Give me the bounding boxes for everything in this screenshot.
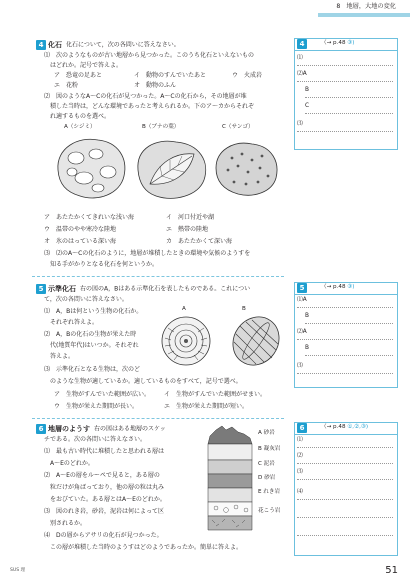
answer-box-6-number: 6: [297, 423, 307, 433]
q5-line: 答えよ。: [44, 353, 75, 360]
q4-option: イ 動物のすんでいたあと: [134, 72, 207, 79]
fossil-caption-c: C（サンゴ）: [222, 124, 254, 130]
q6-line: ⑷ Dの層からアサリの化石が見つかった。: [44, 532, 163, 539]
answer-row-blank[interactable]: [297, 525, 393, 536]
q4-choice: イ 河口付近や湖: [166, 214, 215, 221]
q5-intro: 右の図のA，Bはある示準化石を表したものである。これについ: [80, 285, 251, 293]
answer-row-blank[interactable]: [297, 507, 393, 518]
q5-option: ウ 生物が栄えた期間が長い。: [54, 403, 139, 410]
section-divider: [32, 418, 284, 419]
fossil-c-coral: [216, 143, 277, 195]
q6-line: A～Eのどれか。: [44, 460, 94, 467]
strata-sketch: [202, 424, 256, 532]
q5-line: ⑵ A，Bの化石の生物が栄えた時: [44, 331, 137, 338]
answer-box-6-head: [295, 423, 397, 435]
q4-line: 知る手がかりとなる化石を何というか。: [44, 261, 159, 268]
answer-box-5-head: [295, 283, 397, 295]
q6-line: チである。次の各問いに答えなさい。: [44, 436, 147, 443]
ref-text: （→ p.48: [321, 40, 346, 46]
answer-row[interactable]: ⑵: [297, 453, 393, 464]
section-divider: [32, 276, 284, 277]
q4-label: 化石: [48, 40, 62, 49]
q6-intro: 右の図はある地層のスケッ: [94, 425, 166, 433]
page-header: [0, 0, 410, 18]
q4-choice: エ 熱帯の陸地: [166, 226, 209, 233]
q5-fig-label-a: A: [182, 306, 186, 312]
q4-option: オ 動物のふん: [134, 82, 177, 89]
header-title: 8 地層，大地の変化: [336, 3, 396, 10]
ref-text: （→ p.48: [321, 424, 346, 430]
layer-label-a: A 砂岩: [258, 430, 275, 436]
q4-heading: [36, 40, 180, 50]
q6-label: 地層のようす: [48, 424, 90, 433]
ref-text: （→ p.48: [321, 284, 346, 290]
q6-line: をおびていた。ある層とはA～Eのどれか。: [44, 496, 166, 503]
answer-box-6-ref: [321, 424, 368, 432]
q6-heading: [36, 424, 166, 434]
q4-option: ウ 火成岩: [232, 72, 263, 79]
q5-intro-2: て，次の各問いに答えなさい。: [44, 296, 128, 303]
answer-row[interactable]: C: [305, 103, 393, 114]
fossil-caption-b: B（ブナの葉）: [142, 124, 180, 130]
q5-option: ア 生物がすんでいた範囲が広い。: [54, 391, 151, 398]
q4-option: エ 花粉: [54, 82, 79, 89]
answer-row[interactable]: ⑶: [297, 363, 393, 374]
q5-option: イ 生物がすんでいた範囲がせまい。: [164, 391, 267, 398]
answer-box-4-ref: [321, 40, 355, 48]
layer-label-c: C 泥岩: [258, 461, 275, 467]
fossil-a-shells: [58, 139, 125, 198]
layer-label-d: D 砂岩: [258, 475, 276, 481]
q4-line: はどれか。記号で答えよ。: [44, 62, 123, 69]
answer-box-4: [294, 38, 398, 150]
answer-box-5: [294, 282, 398, 388]
fossil-b-leaf: [138, 141, 206, 198]
q4-line: ⑶ ⑵のA～Cの化石のように，地層が堆積したときの環境や気候のようすを: [44, 250, 251, 257]
answer-row[interactable]: B: [305, 87, 393, 98]
ref-section: ③): [347, 40, 355, 46]
q4-number: 4: [36, 40, 46, 50]
layer-label-granite: 花こう岩: [258, 508, 281, 514]
q4-line: れ適するものを選べ。: [44, 113, 111, 120]
answer-box-6: [294, 422, 398, 556]
answer-row[interactable]: ⑵A: [297, 71, 393, 82]
q5-option: エ 生物が栄えた期間が短い。: [164, 403, 249, 410]
ref-section: ①,②,③): [347, 424, 369, 430]
q6-line: ⑶ 図のれき岩，砂岩，泥岩は何によって区: [44, 508, 165, 515]
layer-label-b: B 凝灰岩: [258, 446, 281, 452]
answer-box-4-number: 4: [297, 39, 307, 49]
q5-line: ⑴ A，Bは何という生物の化石か。: [44, 308, 143, 315]
q4-line: 積した当時は，どんな環境であったと考えられるか。下のア～カからそれぞ: [44, 103, 254, 110]
answer-box-4-head: [295, 39, 397, 51]
fossil-trilobite: [224, 314, 284, 368]
page-number: 51: [385, 564, 398, 576]
q6-line: 別されるか。: [44, 520, 87, 527]
footer-code: SUS 理: [10, 567, 26, 573]
q4-choice: ウ 温帯のやや寒冷な陸地: [44, 226, 117, 233]
answer-row[interactable]: ⑶: [297, 121, 393, 132]
q4-option: ア 恐竜の足あと: [54, 72, 103, 79]
answer-row[interactable]: ⑴A: [297, 297, 393, 308]
layer-label-e: E れき岩: [258, 489, 281, 495]
header-bar: [318, 13, 410, 17]
q5-number: 5: [36, 284, 46, 294]
q4-choice: オ 氷のはっている深い海: [44, 238, 117, 245]
answer-row[interactable]: ⑷: [297, 489, 393, 500]
q6-line: 粒だけが角ばっており，他の層の粒は丸み: [44, 484, 165, 491]
q4-choice: ア あたたかくてきれいな浅い海: [44, 214, 135, 221]
q4-intro: 化石について，次の各問いに答えなさい。: [66, 41, 180, 49]
answer-row[interactable]: ⑴: [297, 437, 393, 448]
fossil-illustrations: [52, 132, 280, 206]
q5-line: のような生物が適しているか。適しているものをすべて，記号で選べ。: [44, 378, 242, 385]
index-fossil-illustrations: [160, 314, 284, 368]
q4-choice: カ あたたかくて深い海: [166, 238, 233, 245]
fossil-caption-a: A（シジミ）: [64, 124, 96, 130]
fossil-ammonite: [162, 317, 210, 365]
q6-number: 6: [36, 424, 46, 434]
answer-row[interactable]: ⑶: [297, 469, 393, 480]
q5-line: 代(地質年代)はいつか。それぞれ: [44, 342, 139, 349]
q4-line: ⑴ 次のようなものが古い地層から見つかった。このうち化石といえないもの: [44, 52, 255, 59]
answer-row[interactable]: B: [305, 345, 393, 356]
answer-row[interactable]: ⑴: [297, 55, 393, 66]
q5-heading: [36, 284, 250, 294]
q5-line: ⑶ 示準化石となる生物は，次のど: [44, 366, 141, 373]
q6-line: ⑴ 最も古い時代に堆積したと思われる層は: [44, 448, 165, 455]
q6-line: この層が堆積した当時のようすはどのようであったか。簡単に答えよ。: [44, 544, 242, 551]
q6-line: ⑵ A～Eの層をルーペで見ると，ある層の: [44, 472, 160, 479]
q5-line: それぞれ答えよ。: [44, 319, 99, 326]
q4-line: ⑵ 図のようなA～Cの化石が見つかった。A～Cの化石から，その地層が堆: [44, 93, 247, 100]
answer-box-5-number: 5: [297, 283, 307, 293]
q5-fig-label-b: B: [242, 306, 246, 312]
answer-box-5-ref: [321, 284, 355, 292]
answer-row[interactable]: ⑵A: [297, 329, 393, 340]
ref-section: ③): [347, 284, 355, 290]
q5-label: 示準化石: [48, 284, 76, 293]
answer-row[interactable]: B: [305, 313, 393, 324]
